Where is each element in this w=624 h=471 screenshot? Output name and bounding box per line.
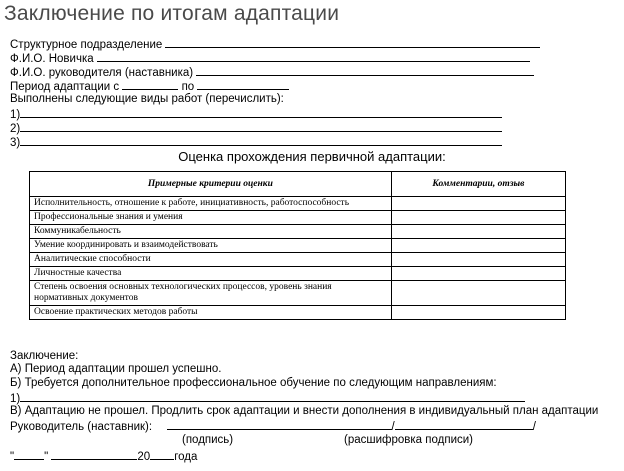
signature-field[interactable]: [167, 419, 392, 430]
period-label: Период адаптации с: [10, 81, 120, 93]
work-item-1: 1): [10, 107, 502, 122]
period-from-field[interactable]: [122, 79, 178, 90]
date-day-field[interactable]: [14, 449, 44, 460]
table-row: [30, 253, 566, 267]
work-item-2: 2): [10, 121, 502, 136]
comment-cell[interactable]: [391, 267, 565, 281]
department-row: [10, 37, 540, 52]
date-row: " " 20 года: [10, 451, 198, 463]
period-row: [10, 79, 289, 94]
mentor-field[interactable]: [196, 65, 534, 76]
table-row: [30, 239, 566, 253]
criteria-table: [29, 171, 566, 320]
sign-caption: (подпись): [182, 434, 234, 446]
conclusion-option-a: А) Период адаптации прошел успешно.: [10, 363, 222, 375]
work-item-3-field[interactable]: [20, 135, 502, 146]
criterion-cell: Исполнительность, отношение к работе, инициативность, работоспособность: [30, 197, 392, 211]
criteria-column-header: Примерные критерии оценки: [30, 172, 392, 197]
assessment-heading: Оценка прохождения первичной адаптации:: [178, 149, 446, 164]
newcomer-field[interactable]: [97, 51, 530, 62]
mentor-row: [10, 65, 534, 80]
table-row: [30, 225, 566, 239]
table-row: [30, 267, 566, 281]
criterion-cell: Умение координировать и взаимодействовать: [30, 239, 392, 253]
criterion-cell: Степень освоения основных технологических процессов, уровень знания нормативных документов: [30, 281, 392, 306]
comment-cell[interactable]: [391, 197, 565, 211]
table-row: [30, 197, 566, 211]
criterion-cell: Коммуникабельность: [30, 225, 392, 239]
criteria-header-row: [30, 172, 566, 197]
newcomer-row: [10, 51, 530, 66]
criterion-cell: Личностные качества: [30, 267, 392, 281]
comment-cell[interactable]: [391, 253, 565, 267]
conclusion-item-1-field[interactable]: [20, 391, 525, 402]
newcomer-label: Ф.И.О. Новичка: [10, 53, 94, 65]
decode-caption: (расшифровка подписи): [344, 434, 473, 446]
criterion-cell: Профессиональные знания и умения: [30, 211, 392, 225]
page-title: Заключение по итогам адаптации: [4, 2, 340, 25]
work-item-2-field[interactable]: [20, 121, 502, 132]
comments-column-header: Комментарии, отзыв: [391, 172, 565, 197]
mentor-label: Ф.И.О. руководителя (наставника): [10, 67, 194, 79]
comment-cell[interactable]: [391, 211, 565, 225]
date-month-field[interactable]: [51, 449, 137, 460]
criterion-cell: Аналитические способности: [30, 253, 392, 267]
period-to-field[interactable]: [197, 79, 289, 90]
criterion-cell: Освоение практических методов работы: [30, 306, 392, 320]
table-row: [30, 211, 566, 225]
period-to-label: по: [181, 81, 195, 93]
works-label: Выполнены следующие виды работ (перечислить):: [10, 93, 284, 105]
mentor-signature-row: Руководитель (наставник): / /: [10, 421, 536, 433]
table-row: [30, 306, 566, 320]
work-item-3: 3): [10, 135, 502, 150]
department-field[interactable]: [165, 37, 540, 48]
work-item-1-field[interactable]: [20, 107, 502, 118]
table-row: [30, 281, 566, 306]
conclusion-option-c: В) Адаптацию не прошел. Продлить срок адаптации и внести дополнения в индивидуальный план адаптации: [10, 405, 599, 417]
conclusion-label: Заключение:: [10, 350, 79, 362]
comment-cell[interactable]: [391, 225, 565, 239]
conclusion-item-1: 1): [10, 391, 525, 406]
comment-cell[interactable]: [391, 239, 565, 253]
signature-decode-field[interactable]: [395, 419, 533, 430]
mentor-sign-label: Руководитель (наставник):: [10, 421, 153, 433]
department-label: Структурное подразделение: [10, 39, 163, 51]
conclusion-option-b: Б) Требуется дополнительное профессиональное обучение по следующим направлениям:: [10, 377, 497, 389]
comment-cell[interactable]: [391, 281, 565, 306]
date-year-field[interactable]: [150, 449, 174, 460]
comment-cell[interactable]: [391, 306, 565, 320]
